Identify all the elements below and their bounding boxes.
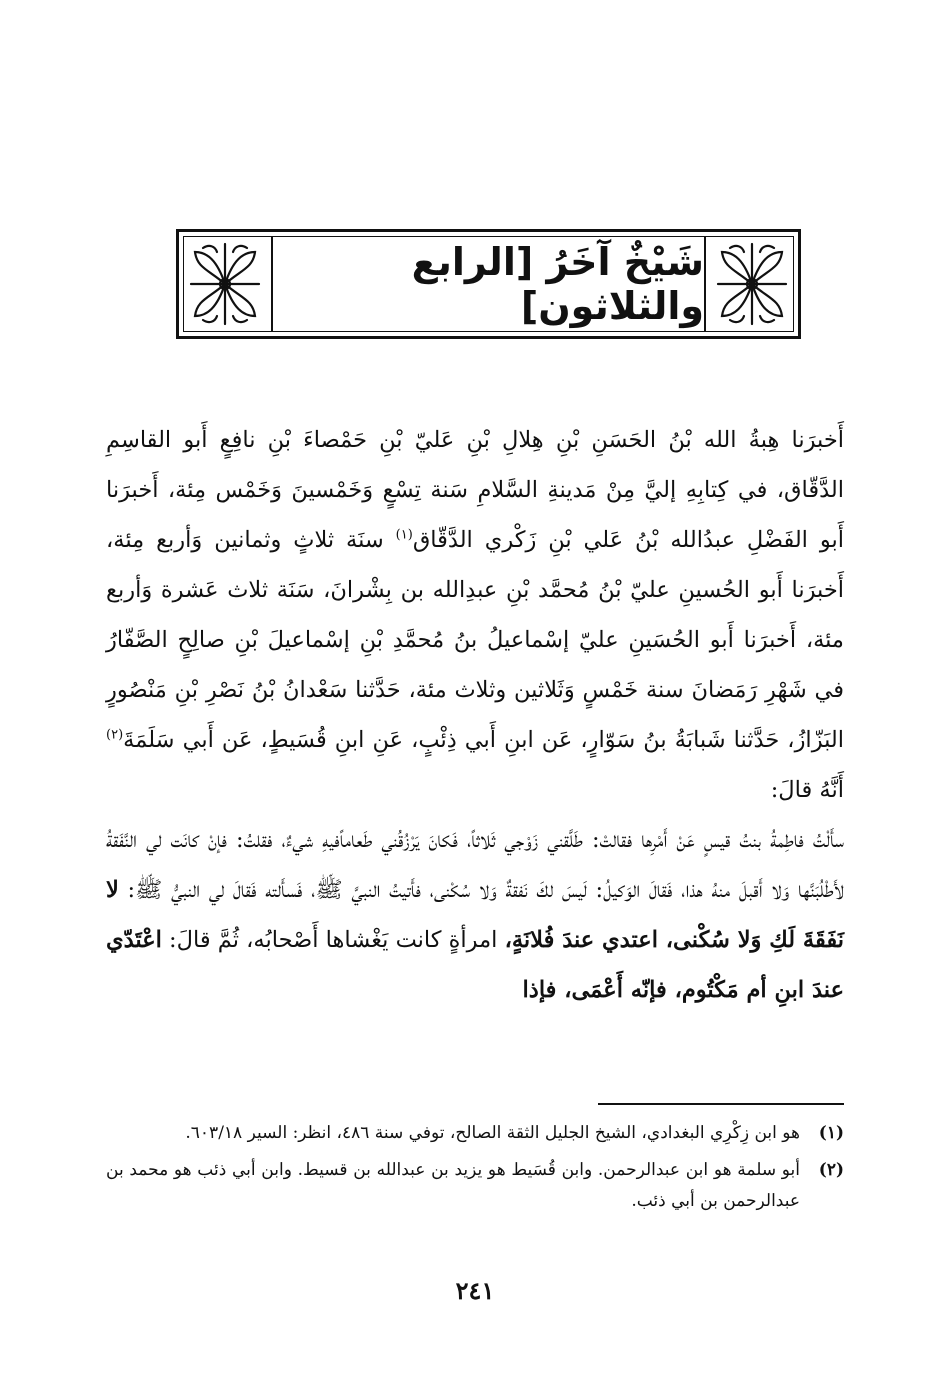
isnad-text-part-2: سنَة ثلاثٍ وثمانين وَأربع مِئة، أَخبرَنا أَبو الحُسينِ عليّ بْنُ مُحمَّد بْنِ عبدِالله بن بِشْرانَ، سَنَة ثلاث عَشرة وَأربع مئة، أَخبرَنا أَبو الحُسَينِ عليّ إسْماعيلُ بنُ مُحمَّدِ بْنِ إسْماعيلَ بْنِ صالِحٍ الصَّفّارُ في شَهْرِ رَمَضانَ سنة خَمْسٍ وَثَلاثين وثلاث مئة، حَدَّثنا سَعْدانُ بْنُ نَصْرِ بْنِ مَنْصُورٍ البَزّازُ، حَدَّثنا شَبابَةُ بنُ سَوّارٍ، عَن ابنِ أَبي ذِئْبٍ، عَنِ ابنِ قُسَيطٍ، عَن أَبي سَلَمَةَ bbox=[106, 527, 844, 753]
prophetic-saying-2: اعْتَدّي عندَ ابنِ أم مَكْتُوم، فإنّه أَعْمَى، فإذا bbox=[106, 927, 844, 1003]
footnote-text: أبو سلمة هو ابن عبدالرحمن. وابن قُسَيط هو يزيد بن عبدالله بن قسيط. وابن أبي ذئب هو محمد بن عبدالرحمن بن أبي ذئب. bbox=[106, 1160, 800, 1211]
matn-paragraph bbox=[106, 815, 844, 1015]
matn-text-part-2: امرأةٍ كانت يَغْشاها أَصْحابُه، ثُمَّ قالَ: bbox=[161, 927, 505, 953]
footnote-number: (١) bbox=[818, 1123, 844, 1143]
isnad-text-part-3: أَنَّهُ قالَ: bbox=[770, 777, 844, 803]
matn-text-part-1: سأَلْتُ فاطِمةُ بنتُ قيسٍ عَنْ أَمْرِها فقالتْ: طَلَّقني زَوْجي ثَلاثاً، فَكانَ يَرْزُقُني طَعاماًفيهِ شيءٌ، فقلتُ: فإنْ كانَت لي النَّفَقةُ لأَطْلُبَنَّها وَلا أَقبلَ منهُ هذا، فَقالَ الوَكيلُ: لَيسَ لكَ نَفقةٌ وَلا سُكْنى، فأَتيتُ النبيَّ ﷺ، فَسأَلته فَقالَ لي النبيُّ ﷺ: bbox=[106, 827, 844, 903]
footnote-ref-2[interactable]: (٢) bbox=[106, 727, 124, 743]
footnote-text: هو ابن زِكْرِي البغدادي، الشيخ الجليل الثقة الصالح، توفي سنة ٤٨٦، انظر: السير ٦٠٣/١٨. bbox=[185, 1123, 800, 1143]
footnote-number: (٢) bbox=[818, 1160, 844, 1180]
floral-ornament-icon bbox=[714, 240, 790, 328]
footnote-ref-1[interactable]: (١) bbox=[395, 527, 413, 543]
main-text bbox=[106, 415, 844, 1015]
floral-ornament-icon bbox=[187, 240, 263, 328]
prophetic-saying-1: لا نَفَقَةَ لَكِ وَلا سُكْنى، اعتدي عندَ فُلانَةٍ، bbox=[106, 877, 845, 953]
isnad-text-part-1: أَخبرَنا هِبةُ الله بْنُ الحَسَنِ بْنِ هِلالِ بْنِ عَليّ بْنِ حَمْصاءَ بْنِ نافِعٍ أَبو القاسِمِ الدَّقّاق، في كِتابِهِ إليَّ مِنْ مَدينةِ السَّلامِ سَنة تِسْعٍ وَخَمْسينَ وَخَمْس مِئة، أَخبرَنا أَبو الفَضْلِ عبدُالله بْنُ عَلي بْنِ زَكْري الدَّقّاق bbox=[106, 427, 844, 553]
chapter-title-box bbox=[271, 236, 706, 332]
footnote-divider bbox=[598, 1103, 844, 1105]
chapter-title: شَيْخٌ آخَرُ [الرابع والثلاثون] bbox=[411, 240, 704, 328]
page-number: ٢٤١ bbox=[455, 1276, 495, 1305]
isnad-paragraph bbox=[106, 415, 844, 815]
chapter-header-frame bbox=[176, 229, 801, 339]
footnote-2 bbox=[106, 1155, 844, 1217]
footnote-1 bbox=[106, 1118, 844, 1149]
footnotes bbox=[106, 1118, 844, 1223]
